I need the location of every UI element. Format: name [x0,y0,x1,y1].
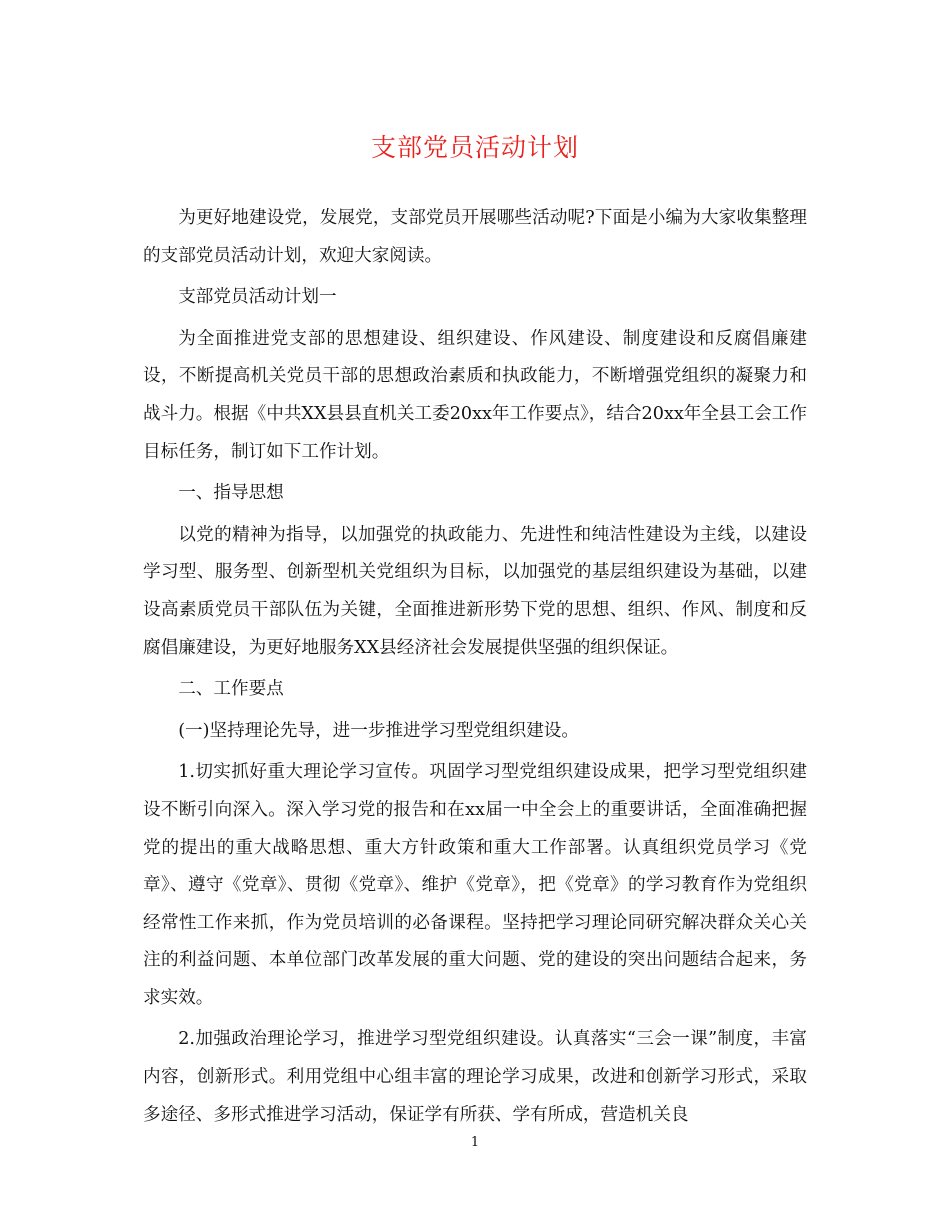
document-title: 支部党员活动计划 [370,133,579,162]
heading-work-points: 二、工作要点 [178,679,284,700]
page-number: 1 [470,1135,480,1150]
heading-guiding-thought: 一、指导思想 [178,483,284,504]
paragraph-point-1: 1.切实抓好重大理论学习宣传。巩固学习型党组织建设成果，把学习型党组织建设不断引向深入。深入学习党的报告和在xx届一中全会上的重要讲话，全面准确把握党的提出的重大战略思想、重大方针政策和重大工作部署。认真组织党员学习《党章》、遵守《党章》、贯彻《党章》、维护《党章》，把《党章》的学习教育作为党组织经常性工作来抓，作为党员培训的必备课程。坚持把学习理论同研究解决群众关心关注的利益问题、本单位部门改革发展的重大问题、党的建设的突出问题结合起来，务求实效。 [143,762,807,1008]
subheading-theory-first: (一)坚持理论先导，进一步推进学习型党组织建设。 [178,720,579,741]
paragraph-intro: 为更好地建设党，发展党，支部党员开展哪些活动呢?下面是小编为大家收集整理的支部党员活动计划，欢迎大家阅读。 [143,208,807,266]
paragraph-purpose: 为全面推进党支部的思想建设、组织建设、作风建设、制度建设和反腐倡廉建设，不断提高机关党员干部的思想政治素质和执政能力，不断增强党组织的凝聚力和战斗力。根据《中共XX县县直机关工委20xx年工作要点》，结合20xx年全县工会工作目标任务，制订如下工作计划。 [143,328,807,462]
heading-plan-one: 支部党员活动计划一 [178,287,337,308]
document-body [143,200,807,1138]
paragraph-guiding-thought: 以党的精神为指导，以加强党的执政能力、先进性和纯洁性建设为主线，以建设学习型、服务型、创新型机关党组织为目标，以加强党的基层组织建设为基础，以建设高素质党员干部队伍为关键，全面推进新形势下党的思想、组织、作风、制度和反腐倡廉建设，为更好地服务XX县经济社会发展提供坚强的组织保证。 [143,524,807,658]
paragraph-point-2: 2.加强政治理论学习，推进学习型党组织建设。认真落实“三会一课”制度，丰富内容，创新形式。利用党组中心组丰富的理论学习成果，改进和创新学习形式，采取多途径、多形式推进学习活动，保证学有所获、学有所成，营造机关良 [143,1029,807,1125]
